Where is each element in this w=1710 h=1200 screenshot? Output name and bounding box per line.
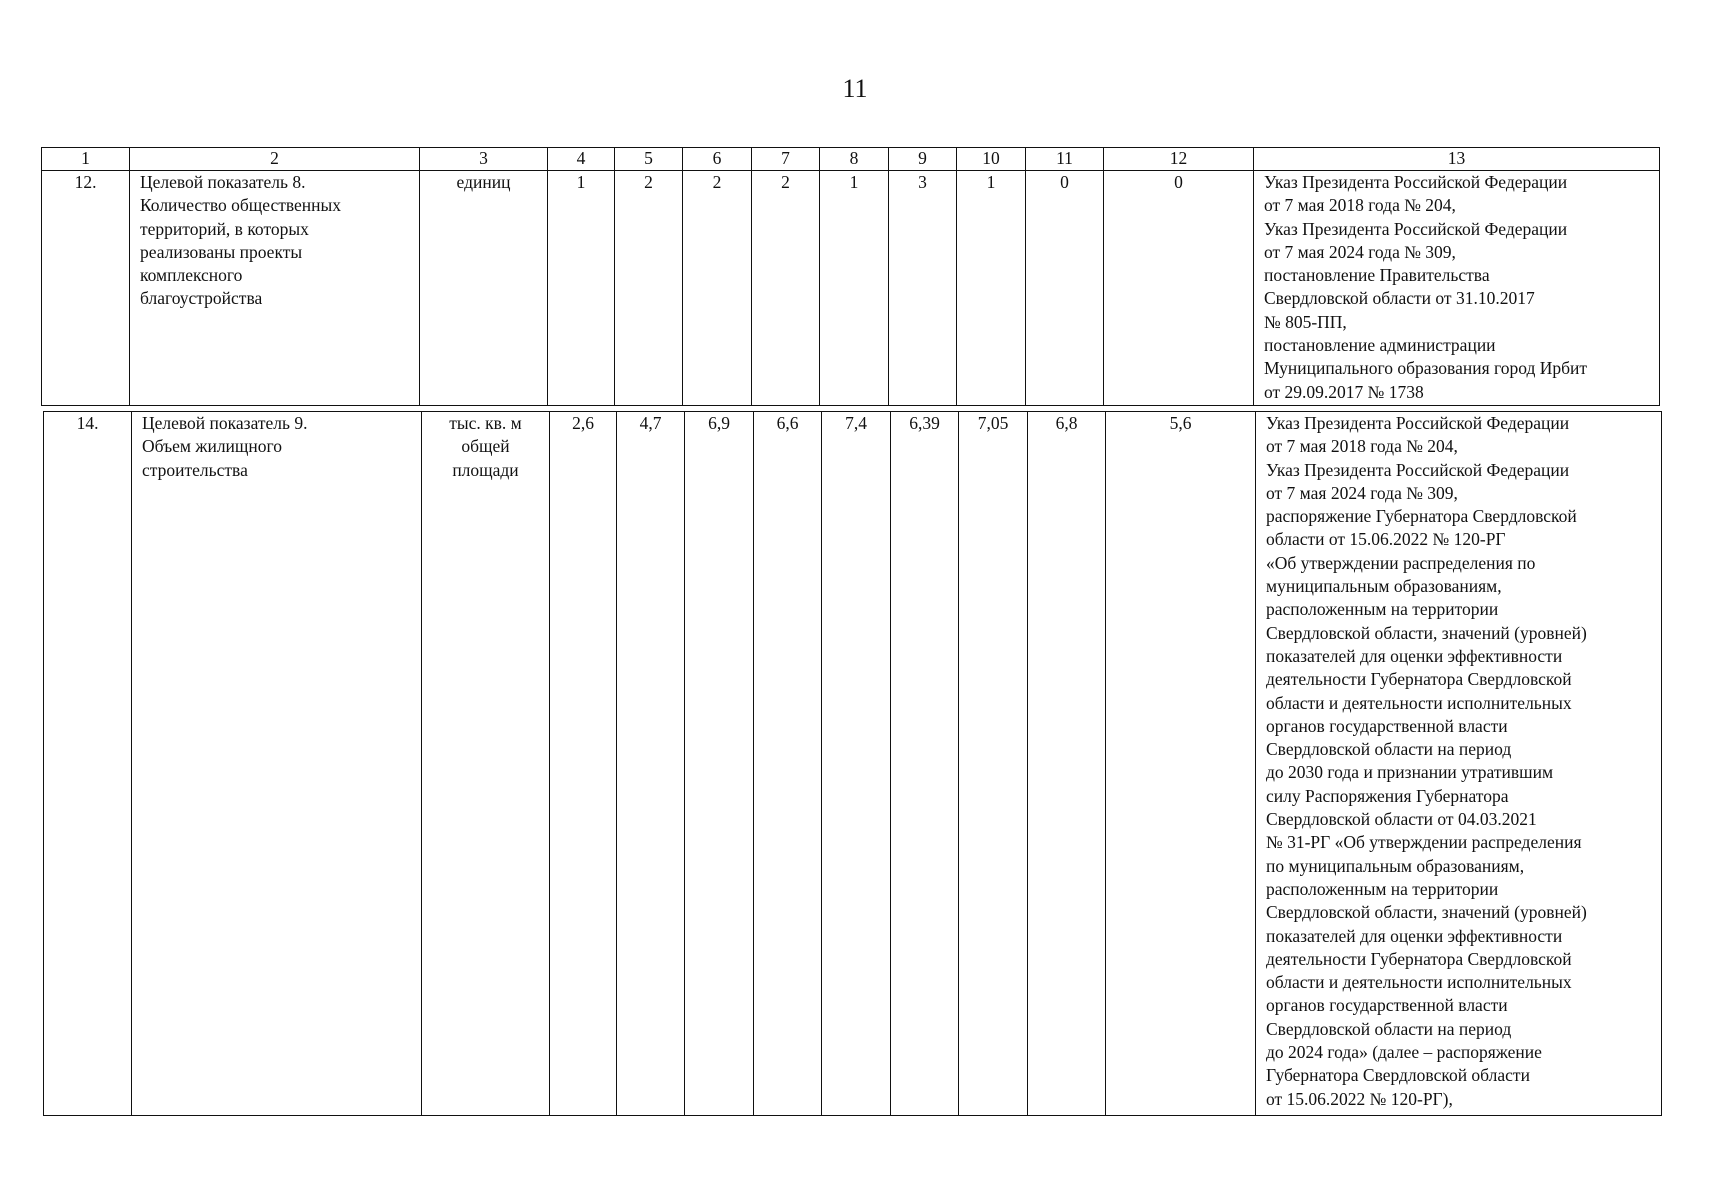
text-line: органов государственной власти [1266,995,1508,1016]
text-line: Свердловской области от 31.10.2017 [1264,288,1535,309]
value-cell: 4,7 [617,412,685,1116]
text-line: Муниципального образования город Ирбит [1264,358,1588,379]
indicator-name [132,412,422,1116]
value-cell: 6,39 [891,412,959,1116]
value-cell: 7,4 [822,412,891,1116]
indicator-table-continued [43,411,1662,1116]
table-row [44,412,1662,1116]
text-line: от 29.09.2017 № 1738 [1264,381,1424,402]
col-header: 11 [1026,148,1104,171]
col-header: 7 [752,148,820,171]
value-cell: 6,9 [685,412,754,1116]
text-line: комплексного [140,265,243,286]
text-line: Указ Президента Российской Федерации [1266,459,1570,480]
text-line: Губернатора Свердловской области [1266,1065,1530,1086]
text-line: площади [452,459,519,480]
table-row [42,171,1660,406]
col-header: 4 [548,148,615,171]
text-line: до 2030 года и признании утратившим [1266,762,1554,783]
header-row [42,148,1660,171]
page-number: 11 [842,74,868,103]
text-line: общей [461,436,510,457]
text-line: расположенным на территории [1266,878,1499,899]
col-header: 3 [420,148,548,171]
text-line: постановление Правительства [1264,265,1490,286]
text-line: области и деятельности исполнительных [1266,692,1572,713]
text-line: от 7 мая 2024 года № 309, [1266,482,1458,503]
text-line: Объем жилищного [142,436,283,457]
value-cell: 3 [889,171,957,406]
text-line: области от 15.06.2022 № 120-РГ [1266,529,1506,550]
text-line: Свердловской области на период [1266,1018,1512,1039]
text-line: территорий, в которых [140,218,309,239]
value-cell: 2 [752,171,820,406]
text-line: Указ Президента Российской Федерации [1264,218,1568,239]
text-line: Указ Президента Российской Федерации [1266,413,1570,433]
value-cell: 5,6 [1106,412,1256,1116]
row-number: 14. [44,412,132,1116]
value-cell: 0 [1026,171,1104,406]
source-cell [1256,412,1662,1116]
text-line: показателей для оценки эффективности [1266,925,1563,946]
text-line: от 7 мая 2018 года № 204, [1264,195,1456,216]
col-header: 5 [615,148,683,171]
text-line: Указ Президента Российской Федерации [1264,172,1568,192]
indicator-name [130,171,420,406]
col-header: 13 [1254,148,1660,171]
text-line: Целевой показатель 8. [140,172,306,192]
text-line: по муниципальным образованиям, [1266,855,1525,876]
indicator-table [41,147,1660,406]
text-line: органов государственной власти [1266,715,1508,736]
text-line: единиц [456,172,511,192]
text-line: реализованы проекты [140,241,303,262]
value-cell: 2 [683,171,752,406]
text-line: № 805-ПП, [1264,311,1347,332]
text-line: Свердловской области на период [1266,739,1512,760]
text-line: деятельности Губернатора Свердловской [1266,669,1572,690]
row-number: 12. [42,171,130,406]
unit-cell [422,412,550,1116]
text-line: от 7 мая 2024 года № 309, [1264,241,1456,262]
text-line: постановление администрации [1264,335,1496,356]
text-line: тыс. кв. м [449,413,522,433]
text-line: «Об утверждении распределения по [1266,552,1536,573]
value-cell: 1 [957,171,1026,406]
col-header: 1 [42,148,130,171]
value-cell: 1 [548,171,615,406]
text-line: Целевой показатель 9. [142,413,308,433]
text-line: муниципальным образованиям, [1266,576,1502,597]
col-header: 12 [1104,148,1254,171]
text-line: Свердловской области, значений (уровней) [1266,622,1587,643]
text-line: распоряжение Губернатора Свердловской [1266,506,1577,527]
col-header: 9 [889,148,957,171]
text-line: расположенным на территории [1266,599,1499,620]
text-line: благоустройства [140,288,263,309]
value-cell: 6,8 [1028,412,1106,1116]
value-cell: 1 [820,171,889,406]
text-line: Количество общественных [140,195,342,216]
value-cell: 2,6 [550,412,617,1116]
value-cell: 7,05 [959,412,1028,1116]
text-line: деятельности Губернатора Свердловской [1266,948,1572,969]
col-header: 10 [957,148,1026,171]
unit-cell [420,171,548,406]
text-line: от 15.06.2022 № 120-РГ), [1266,1088,1453,1109]
value-cell: 2 [615,171,683,406]
text-line: № 31-РГ «Об утверждении распределения [1266,832,1582,853]
col-header: 2 [130,148,420,171]
text-line: строительства [142,459,248,480]
value-cell: 0 [1104,171,1254,406]
text-line: до 2024 года» (далее – распоряжение [1266,1042,1542,1063]
col-header: 8 [820,148,889,171]
text-line: от 7 мая 2018 года № 204, [1266,436,1458,457]
text-line: силу Распоряжения Губернатора [1266,785,1509,806]
text-line: Свердловской области, значений (уровней) [1266,902,1587,923]
source-cell [1254,171,1660,406]
text-line: показателей для оценки эффективности [1266,645,1563,666]
value-cell: 6,6 [754,412,822,1116]
col-header: 6 [683,148,752,171]
text-line: области и деятельности исполнительных [1266,972,1572,993]
text-line: Свердловской области от 04.03.2021 [1266,809,1537,830]
